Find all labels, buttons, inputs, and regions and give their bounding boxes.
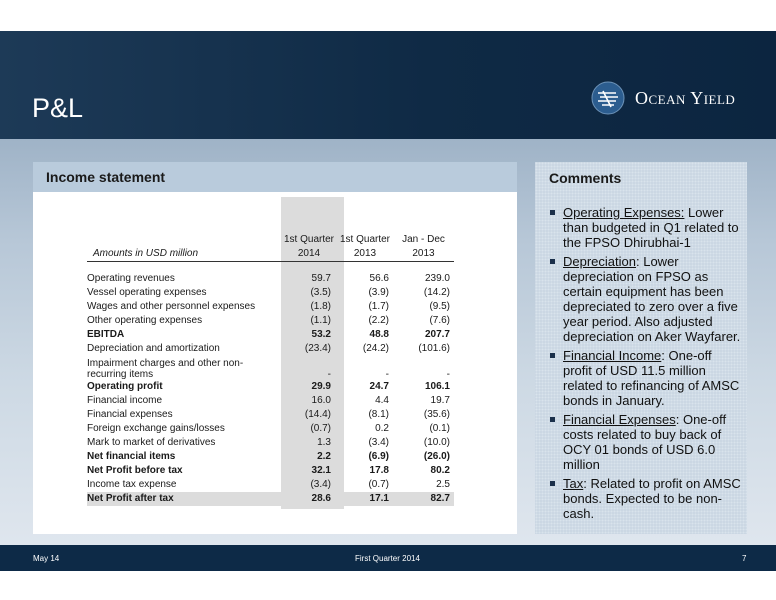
row-value: 28.6 [281, 492, 337, 506]
comment-item [550, 205, 742, 250]
row-value: (14.4) [304, 409, 331, 420]
row-label: Net Profit after tax [87, 492, 281, 506]
row-value: (0.7) [310, 423, 331, 434]
row-label: Wages and other personnel expenses [87, 301, 256, 312]
row-value: 56.6 [369, 273, 389, 284]
column-year: 2014 [281, 247, 337, 262]
row-value: (14.2) [423, 287, 450, 298]
row-value: 1.3 [317, 437, 331, 448]
row-value: (3.9) [368, 287, 389, 298]
row-value: (7.6) [429, 315, 450, 326]
row-value: (3.5) [310, 287, 331, 298]
row-value: 59.7 [311, 273, 331, 284]
comment-topic: Operating Expenses: [563, 205, 685, 220]
row-label: Depreciation and amortization [87, 343, 220, 354]
comment-topic: Financial Income [563, 348, 662, 363]
row-label: Financial income [87, 395, 163, 406]
row-value: (0.7) [368, 479, 389, 490]
income-statement-table [87, 233, 454, 506]
units-row [87, 247, 454, 262]
comments-panel [535, 162, 747, 534]
comment-text: : Related to profit on AMSC bonds. Expected to be non-cash. [563, 476, 741, 521]
row-value: (0.1) [429, 423, 450, 434]
table-row [87, 464, 454, 478]
table-row [87, 394, 454, 408]
row-value: 2.5 [436, 479, 450, 490]
row-value: 29.9 [311, 381, 331, 392]
row-value: (1.7) [368, 301, 389, 312]
table-row [87, 328, 454, 342]
row-value: 2.2 [317, 451, 331, 462]
table-row [87, 272, 454, 286]
comment-topic: Tax [563, 476, 584, 491]
comment-text: : One-off profit of USD 11.5 million related to refinancing of AMSC bonds in January. [563, 348, 740, 408]
top-margin [0, 0, 776, 31]
table-row [87, 380, 454, 394]
comment-text: Lower than budgeted in Q1 related to the FPSO Dhirubhai-1 [563, 205, 739, 250]
square-bullet-icon [550, 210, 555, 215]
row-value: 239.0 [424, 273, 450, 284]
table-row [87, 314, 454, 328]
table-row [87, 286, 454, 300]
column-year: 2013 [337, 247, 393, 262]
row-label: Net Profit before tax [87, 465, 183, 476]
slide-footer [0, 545, 776, 571]
row-value: 207.7 [424, 329, 450, 340]
table-row [87, 356, 454, 380]
table-row [87, 450, 454, 464]
row-value: 0.2 [375, 423, 389, 434]
comment-text: : Lower depreciation on FPSO as certain equipment has been depreciated to zero over a five year period. Also adjusted depreciation on Aker Wayfarer. [563, 254, 741, 344]
table-row [87, 342, 454, 356]
comment-topic: Financial Expenses [563, 412, 676, 427]
comments-title: Comments [549, 170, 622, 186]
row-value: (2.2) [368, 315, 389, 326]
column-header-row [87, 233, 454, 247]
row-label: Foreign exchange gains/losses [87, 423, 225, 434]
footer-center-text: First Quarter 2014 [355, 554, 420, 563]
row-label: Operating profit [87, 381, 163, 392]
table-row [87, 436, 454, 450]
square-bullet-icon [550, 353, 555, 358]
footer-date: May 14 [33, 554, 60, 563]
comment-topic: Depreciation [563, 254, 636, 269]
square-bullet-icon [550, 417, 555, 422]
row-value: 82.7 [393, 492, 454, 506]
slide-header [0, 31, 776, 139]
row-value: (35.6) [423, 409, 450, 420]
row-label: Impairment charges and other non-recurring items [87, 358, 244, 380]
column-header: 1st Quarter [283, 234, 335, 245]
column-header: Jan - Dec [402, 234, 445, 245]
row-value: - [327, 369, 331, 380]
comment-item [550, 476, 742, 521]
row-value: (1.1) [310, 315, 331, 326]
row-label: Vessel operating expenses [87, 287, 207, 298]
row-value: (23.4) [304, 343, 331, 354]
spacer-row [87, 262, 454, 273]
table-row [87, 300, 454, 314]
table-row [87, 478, 454, 492]
row-value: 17.1 [337, 492, 393, 506]
comment-text: : One-off costs related to buy back of OCY 01 bonds of USD 6.0 million [563, 412, 727, 472]
table-row [87, 492, 454, 506]
page-number: 7 [742, 554, 747, 563]
row-value: 16.0 [311, 395, 331, 406]
row-value: (10.0) [423, 437, 450, 448]
row-label: EBITDA [87, 329, 125, 340]
row-value: 4.4 [375, 395, 389, 406]
logo-text: Ocean Yield [635, 87, 736, 108]
row-value: (1.8) [310, 301, 331, 312]
row-value: 17.8 [369, 465, 389, 476]
page-title: P&L [32, 93, 84, 123]
row-label: Financial expenses [87, 409, 173, 420]
row-value: (101.6) [418, 343, 450, 354]
comment-item [550, 412, 742, 472]
row-value: (3.4) [368, 437, 389, 448]
units-label: Amounts in USD million [87, 247, 281, 262]
row-value: (9.5) [429, 301, 450, 312]
row-label: Income tax expense [87, 479, 177, 490]
square-bullet-icon [550, 481, 555, 486]
column-year: 2013 [393, 247, 454, 262]
table-row [87, 422, 454, 436]
comments-list [550, 205, 742, 525]
row-value: (26.0) [423, 451, 450, 462]
row-value: (8.1) [368, 409, 389, 420]
row-value: 24.7 [369, 381, 389, 392]
row-value: 53.2 [311, 329, 331, 340]
row-label: Operating revenues [87, 273, 175, 284]
comment-item [550, 348, 742, 408]
row-value: - [385, 369, 389, 380]
row-value: (3.4) [310, 479, 331, 490]
ocean-yield-logo-icon [591, 81, 625, 115]
row-value: 106.1 [424, 381, 450, 392]
comment-item [550, 254, 742, 344]
column-header: 1st Quarter [339, 234, 391, 245]
row-value: 32.1 [311, 465, 331, 476]
row-label: Mark to market of derivatives [87, 437, 216, 448]
row-value: (24.2) [362, 343, 389, 354]
income-statement-title: Income statement [46, 169, 166, 185]
row-value: 80.2 [430, 465, 450, 476]
row-label: Net financial items [87, 451, 176, 462]
table-row [87, 408, 454, 422]
row-value: 48.8 [369, 329, 389, 340]
income-statement-header [33, 162, 517, 192]
row-value: - [446, 369, 450, 380]
square-bullet-icon [550, 259, 555, 264]
company-logo [591, 81, 735, 115]
row-value: (6.9) [368, 451, 389, 462]
row-label: Other operating expenses [87, 315, 203, 326]
row-value: 19.7 [430, 395, 450, 406]
